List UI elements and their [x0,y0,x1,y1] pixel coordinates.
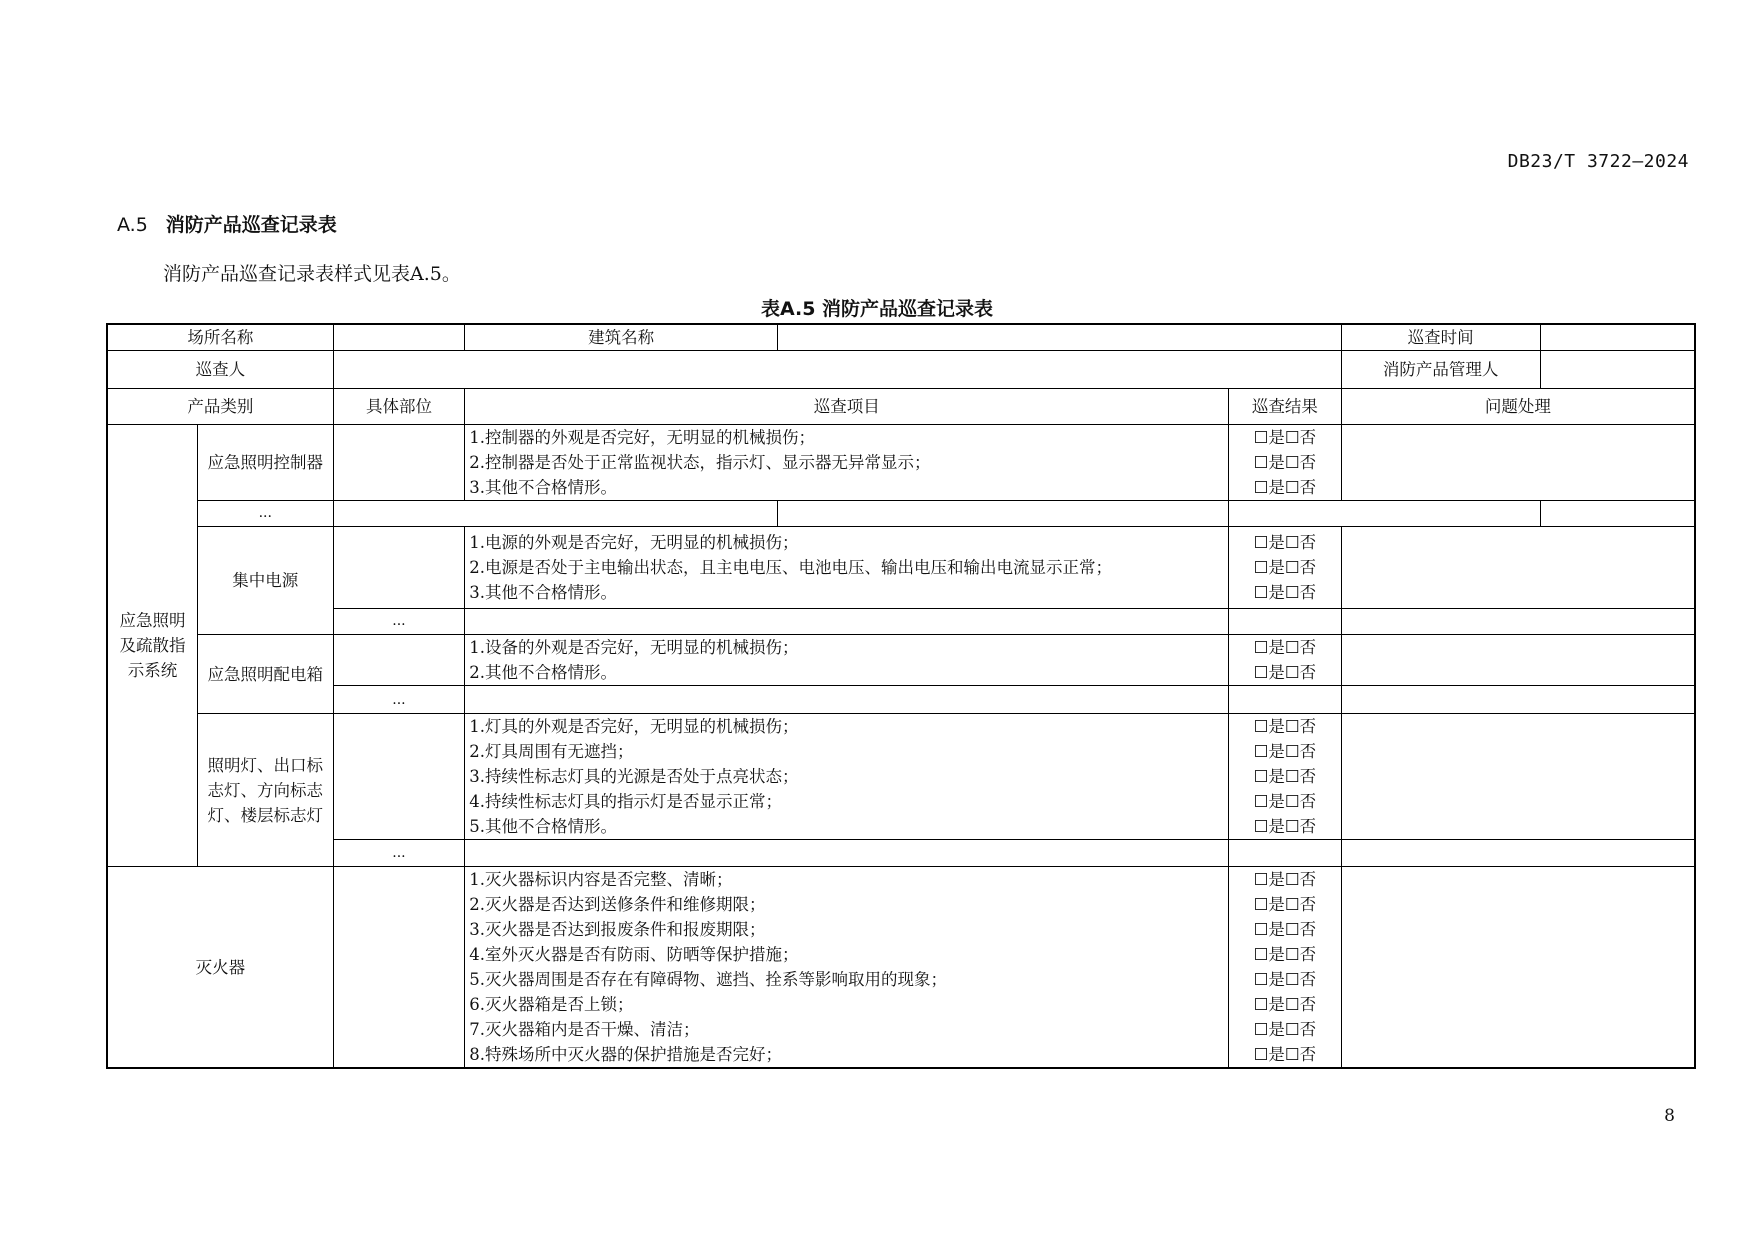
result-checkbox[interactable]: ☐是☐否 [1253,970,1317,989]
inspection-items [465,425,1229,501]
table-title: 表A.5 消防产品巡查记录表 [760,298,994,320]
col-header-result: 巡查结果 [1229,389,1342,425]
section-number: A.5 [117,214,148,236]
result-checkbox[interactable]: ☐是☐否 [1253,583,1317,602]
location-cell[interactable] [333,714,465,840]
inspection-items [465,840,1229,867]
inspection-item: 1.控制器的外观是否完好，无明显的机械损伤； [469,428,816,447]
result-checkbox[interactable]: ☐是☐否 [1253,428,1317,447]
result-checkbox[interactable]: ☐是☐否 [1253,920,1317,939]
result-checkbox[interactable]: ☐是☐否 [1253,1045,1317,1064]
inspection-items [465,527,1229,609]
result-cell [1229,425,1342,501]
building-name-value[interactable] [777,324,1341,351]
result-checkbox[interactable]: ☐是☐否 [1253,995,1317,1014]
col-header-items: 巡查项目 [465,389,1229,425]
result-checkbox[interactable]: ☐是☐否 [1253,895,1317,914]
section-heading [117,210,337,237]
inspection-item: 8.特殊场所中灭火器的保护措施是否完好； [469,1045,783,1064]
result-cell [1229,527,1342,609]
inspection-item: 1.设备的外观是否完好，无明显的机械损伤； [469,638,799,657]
inspection-item: 1.灭火器标识内容是否完整、清晰； [469,870,733,889]
location-cell[interactable] [333,635,465,686]
subcategory-name: 应急照明配电箱 [197,635,333,714]
inspection-time-label: 巡查时间 [1341,324,1540,351]
ellipsis-cell: ... [333,686,465,714]
result-checkbox[interactable]: ☐是☐否 [1253,817,1317,836]
inspection-item: 2.电源是否处于主电输出状态，且主电电压、电池电压、输出电压和输出电流显示正常； [469,558,1113,577]
table-row [107,425,1695,501]
inspection-item: 4.室外灭火器是否有防雨、防晒等保护措施； [469,945,799,964]
place-name-value[interactable] [333,324,465,351]
ellipsis-cell: ... [197,501,333,527]
result-checkbox[interactable]: ☐是☐否 [1253,767,1317,786]
inspection-items [465,867,1229,1069]
result-checkbox[interactable]: ☐是☐否 [1253,792,1317,811]
result-checkbox[interactable]: ☐是☐否 [1253,478,1317,497]
result-checkbox[interactable]: ☐是☐否 [1253,533,1317,552]
inspector-value[interactable] [333,351,1341,389]
table-row [107,609,1695,635]
handling-cell[interactable] [1341,425,1695,501]
document-code: DB23/T 3722—2024 [1507,151,1689,172]
inspector-label: 巡查人 [107,351,333,389]
result-checkbox[interactable]: ☐是☐否 [1253,945,1317,964]
handling-cell[interactable] [1341,635,1695,686]
inspection-item: 3.其他不合格情形。 [469,583,618,602]
subcategory-name: 照明灯、出口标志灯、方向标志灯、楼层标志灯 [197,714,333,867]
inspection-item: 3.持续性标志灯具的光源是否处于点亮状态； [469,767,799,786]
table-row [107,714,1695,840]
result-checkbox[interactable]: ☐是☐否 [1253,1020,1317,1039]
inspection-record-table [106,323,1696,1069]
result-checkbox[interactable]: ☐是☐否 [1253,717,1317,736]
col-header-location: 具体部位 [333,389,465,425]
result-cell [1229,609,1342,635]
inspection-items [465,609,1229,635]
table-row [107,840,1695,867]
inspection-item: 6.灭火器箱是否上锁； [469,995,634,1014]
table-header-row [107,389,1695,425]
inspection-item: 2.其他不合格情形。 [469,663,618,682]
result-checkbox[interactable]: ☐是☐否 [1253,742,1317,761]
col-header-handling: 问题处理 [1341,389,1695,425]
result-cell [1229,867,1342,1069]
result-cell [1229,840,1342,867]
category-emergency-lighting: 应急照明及疏散指示系统 [107,425,197,867]
result-cell [1229,635,1342,686]
inspection-item: 3.其他不合格情形。 [469,478,618,497]
ellipsis-cell: ... [333,840,465,867]
location-cell[interactable] [333,867,465,1069]
table-row [107,501,1695,527]
table-row [107,686,1695,714]
product-manager-value[interactable] [1540,351,1695,389]
result-checkbox[interactable]: ☐是☐否 [1253,558,1317,577]
handling-cell[interactable] [1229,501,1541,527]
result-checkbox[interactable]: ☐是☐否 [1253,638,1317,657]
handling-cell[interactable] [1341,609,1695,635]
inspection-item: 1.电源的外观是否完好，无明显的机械损伤； [469,533,799,552]
result-checkbox[interactable]: ☐是☐否 [1253,870,1317,889]
table-row [107,351,1695,389]
inspection-items [465,686,1229,714]
result-checkbox[interactable]: ☐是☐否 [1253,663,1317,682]
location-cell[interactable] [333,527,465,609]
handling-cell[interactable] [1341,840,1695,867]
table-row [107,635,1695,686]
handling-cell[interactable] [1341,867,1695,1069]
section-title: 消防产品巡查记录表 [165,214,337,236]
inspection-item: 7.灭火器箱内是否干燥、清洁； [469,1020,700,1039]
col-header-category: 产品类别 [107,389,333,425]
building-name-label: 建筑名称 [465,324,778,351]
subcategory-name: 应急照明控制器 [197,425,333,501]
inspection-item: 2.灯具周围有无遮挡； [469,742,634,761]
inspection-time-value[interactable] [1540,324,1695,351]
handling-cell[interactable] [1341,714,1695,840]
subcategory-name: 集中电源 [197,527,333,635]
inspection-items [333,501,777,527]
result-cell [777,501,1228,527]
inspection-item: 3.灭火器是否达到报废条件和报废期限； [469,920,766,939]
category-fire-extinguisher: 灭火器 [107,867,333,1069]
handling-cell[interactable] [1341,686,1695,714]
table-row [107,527,1695,609]
inspection-item: 2.控制器是否处于正常监视状态，指示灯、显示器无异常显示； [469,453,931,472]
table-row [107,324,1695,351]
page-number: 8 [1664,1106,1675,1126]
inspection-item: 5.其他不合格情形。 [469,817,618,836]
handling-cell[interactable] [1341,527,1695,609]
product-manager-label: 消防产品管理人 [1341,351,1540,389]
place-name-label: 场所名称 [107,324,333,351]
table-row [107,867,1695,1069]
result-checkbox[interactable]: ☐是☐否 [1253,453,1317,472]
inspection-item: 5.灭火器周围是否存在有障碍物、遮挡、拴系等影响取用的现象； [469,970,948,989]
result-cell [1229,714,1342,840]
inspection-item: 4.持续性标志灯具的指示灯是否显示正常； [469,792,783,811]
ellipsis-cell: ... [333,609,465,635]
inspection-item: 1.灯具的外观是否完好，无明显的机械损伤； [469,717,799,736]
intro-paragraph: 消防产品巡查记录表样式见表A.5。 [163,263,461,285]
result-cell [1229,686,1342,714]
location-cell[interactable] [333,425,465,501]
inspection-items [465,714,1229,840]
inspection-items [465,635,1229,686]
inspection-item: 2.灭火器是否达到送修条件和维修期限； [469,895,766,914]
